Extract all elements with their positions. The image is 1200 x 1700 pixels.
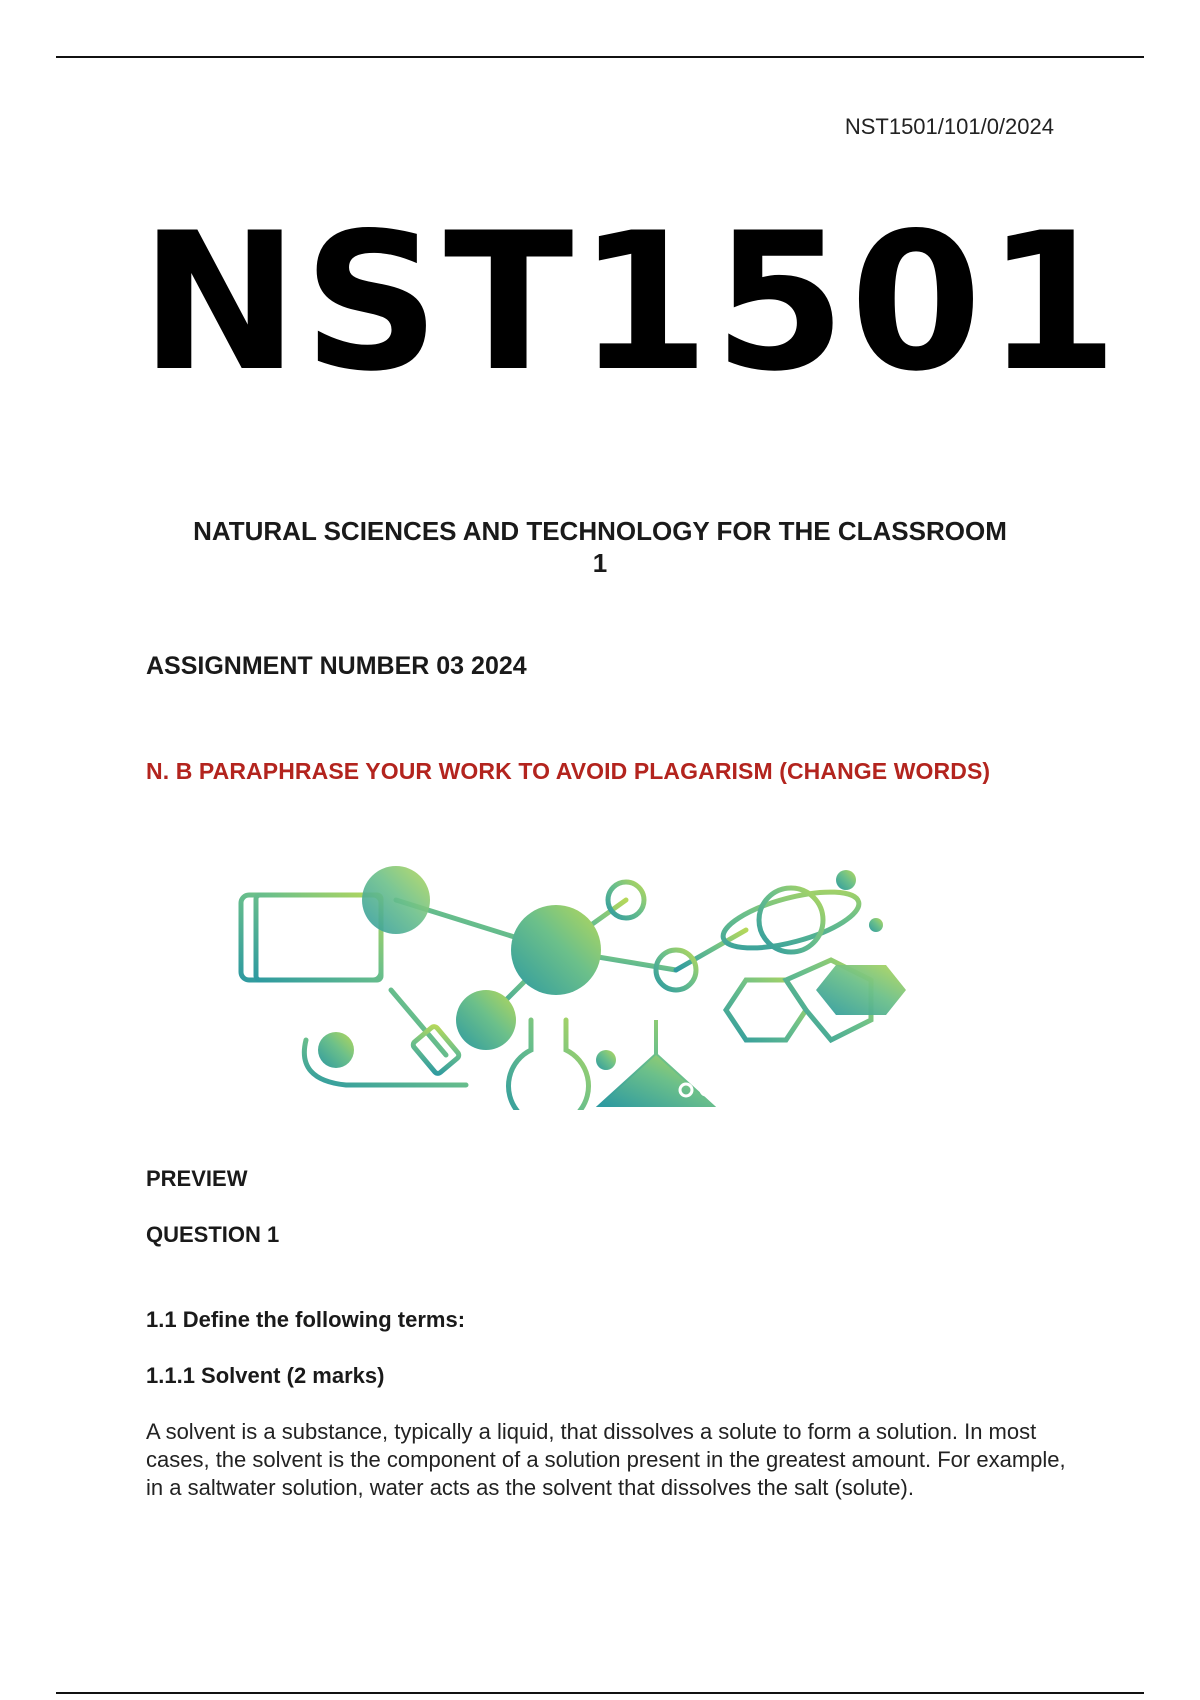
solvent-answer-paragraph: A solvent is a substance, typically a liquid, that dissolves a solute to form a solution. In most cases, the solvent is the component of a solution present in the greatest amount. For example, in a saltwater solution, water acts as the solvent that dissolves the salt (solute). [146, 1419, 1066, 1500]
solvent-subheading: 1.1.1 Solvent (2 marks) [146, 1363, 385, 1388]
science-illustration-icon [146, 820, 1056, 1110]
preview-label: PREVIEW [146, 1166, 248, 1191]
define-terms-heading: 1.1 Define the following terms: [146, 1307, 466, 1332]
document-code: NST1501/101/0/2024 [844, 114, 1054, 139]
question-heading: QUESTION 1 [146, 1222, 280, 1247]
course-title-line2: 1 [592, 548, 608, 578]
course-title [140, 515, 1060, 579]
assignment-number: ASSIGNMENT NUMBER 03 2024 [146, 652, 527, 680]
top-rule [56, 56, 1144, 58]
course-code-heading: NST1501 [140, 192, 1123, 413]
bottom-rule [56, 1692, 1144, 1694]
plagiarism-notice: N. B PARAPHRASE YOUR WORK TO AVOID PLAGARISM (CHANGE WORDS) [146, 758, 991, 784]
course-title-line1: NATURAL SCIENCES AND TECHNOLOGY FOR THE CLASSROOM [193, 516, 1007, 546]
